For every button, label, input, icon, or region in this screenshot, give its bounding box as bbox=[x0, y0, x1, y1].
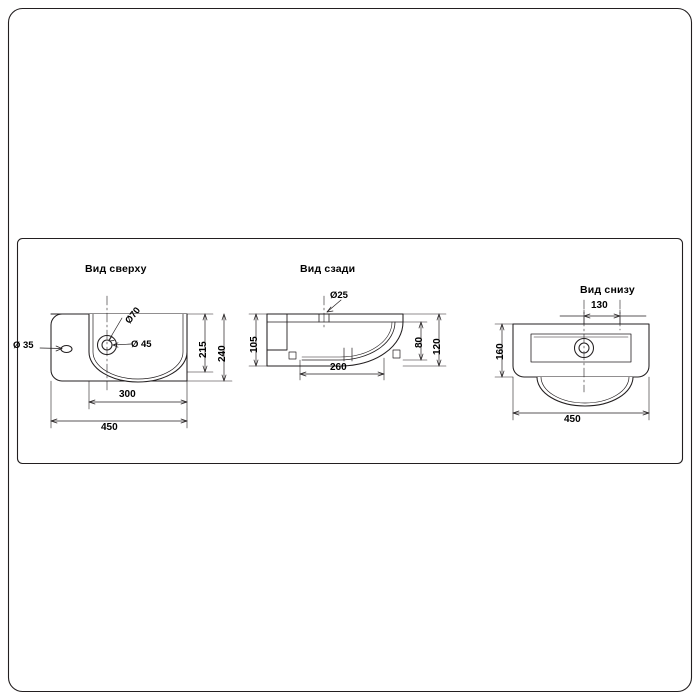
view-title-back: Вид сзади bbox=[300, 263, 356, 275]
dim-label-d70: Ø70 bbox=[123, 305, 143, 327]
dim-label-450-top: 450 bbox=[101, 422, 118, 433]
dim-label-215: 215 bbox=[198, 341, 209, 358]
view-title-top: Вид сверху bbox=[85, 263, 147, 275]
dim-label-105: 105 bbox=[249, 336, 260, 353]
dim-label-130: 130 bbox=[591, 300, 608, 311]
dim-label-d45: Ø 45 bbox=[131, 339, 152, 350]
dim-label-160: 160 bbox=[495, 343, 506, 360]
dim-label-260: 260 bbox=[330, 362, 347, 373]
dim-label-d35: Ø 35 bbox=[13, 340, 34, 351]
dim-label-d25: Ø25 bbox=[330, 290, 348, 301]
dim-label-300: 300 bbox=[119, 389, 136, 400]
dim-label-120: 120 bbox=[432, 338, 443, 355]
dim-label-450-bottom: 450 bbox=[564, 414, 581, 425]
dim-label-80: 80 bbox=[414, 336, 425, 348]
view-title-bottom: Вид снизу bbox=[580, 284, 635, 296]
dim-label-240: 240 bbox=[217, 345, 228, 362]
